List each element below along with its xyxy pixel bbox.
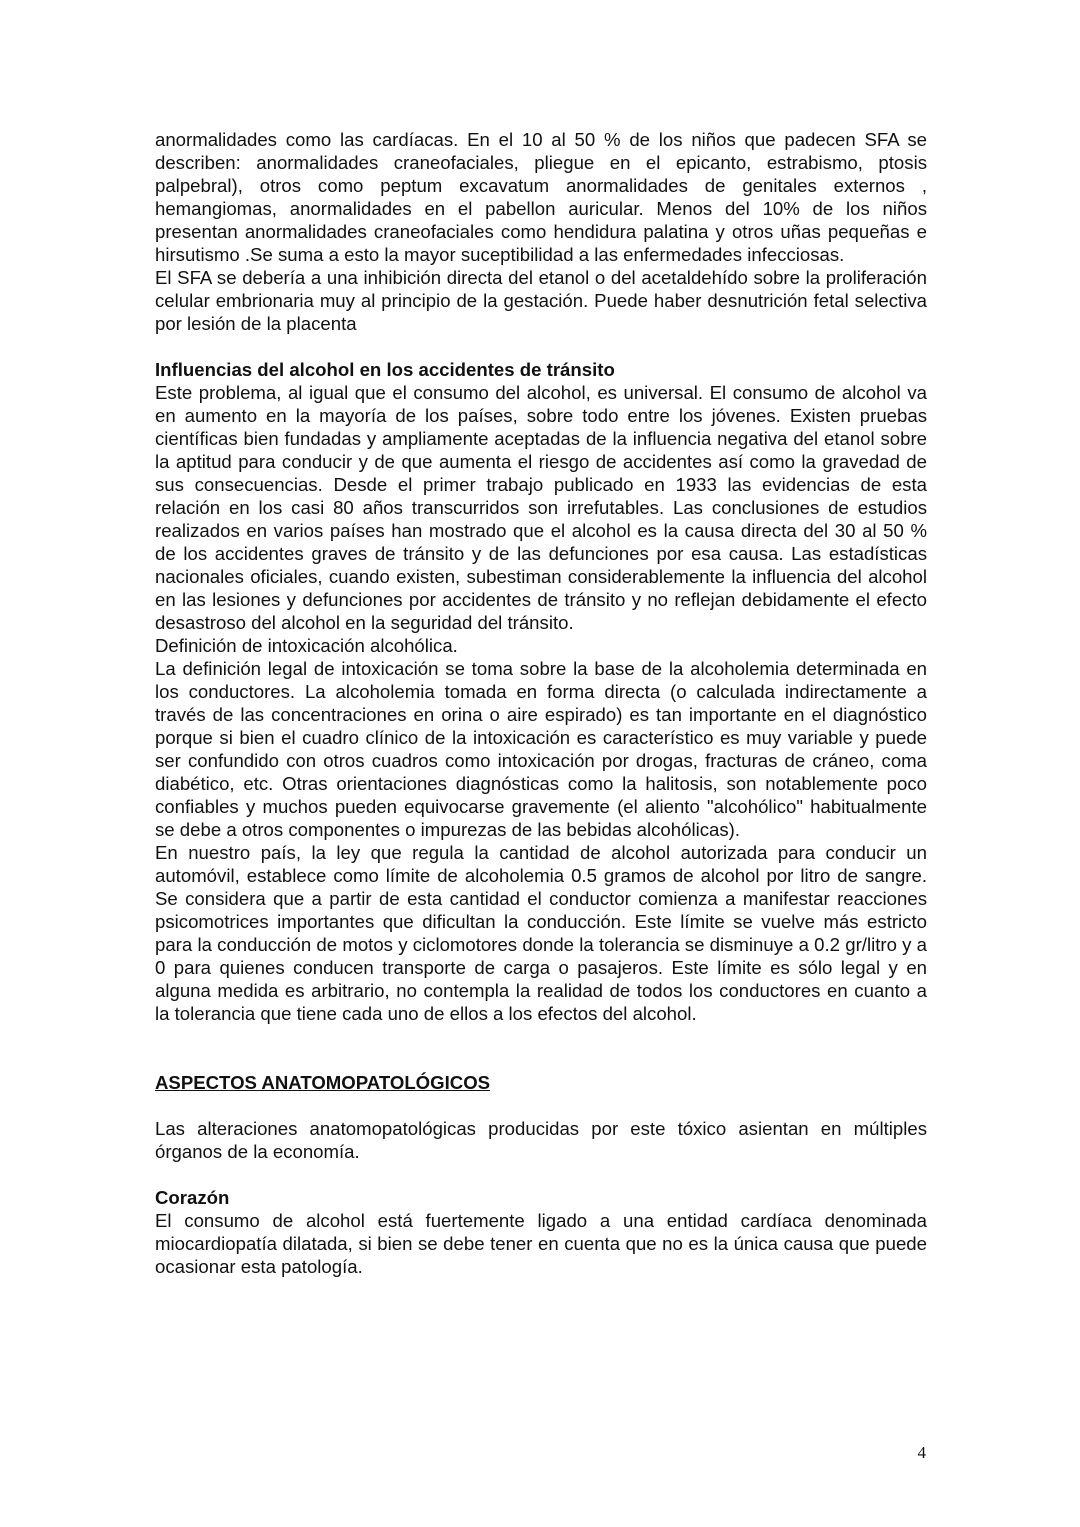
spacer [155, 335, 927, 358]
paragraph-sfa-cause: El SFA se debería a una inhibición directa del etanol o del acetaldehído sobre la proliferación celular embrionaria muy al principio de la gestación. Puede haber desnutrición fetal selectiva por lesión de la placenta [155, 267, 927, 334]
paragraph-heart: El consumo de alcohol está fuertemente ligado a una entidad cardíaca denominada miocardiopatía dilatada, si bien se debe tener en cuenta que no es la única causa que puede ocasionar esta patología. [155, 1210, 927, 1277]
paragraph-transit-problem: Este problema, al igual que el consumo del alcohol, es universal. El consumo de alcohol va en aumento en la mayoría de los países, sobre todo entre los jóvenes. Existen pruebas científicas bien fundadas y ampliamente aceptadas de la influencia negativa del etanol sobre la aptitud para conducir y de que aumenta el riesgo de accidentes así como la gravedad de sus consecuencias. Desde el primer trabajo publicado en 1933 las evidencias de esta relación en los casi 80 años transcurridos son irrefutables. Las conclusiones de estudios realizados en varios países han mostrado que el alcohol es la causa directa del 30 al 50 % de los accidentes graves de tránsito y de las defunciones por esa causa. Las estadísticas nacionales oficiales, cuando existen, subestiman considerablemente la influencia del alcohol en las lesiones y defunciones por accidentes de tránsito y no reflejan debidamente el efecto desastroso del alcohol en la seguridad del tránsito. [155, 382, 927, 633]
spacer [155, 1025, 927, 1071]
heading-transit-accidents: Influencias del alcohol en los accidentes de tránsito [155, 359, 615, 380]
paragraph-legal-definition: La definición legal de intoxicación se toma sobre la base de la alcoholemia determinada en los conductores. La alcoholemia tomada en forma directa (o calculada indirectamente a través de las concentraciones en orina o aire espirado) es tan importante en el diagnóstico porque si bien el cuadro clínico de la intoxicación es característico es muy variable y puede ser confundido con otros cuadros como intoxicación por drogas, fracturas de cráneo, coma diabético, etc. Otras orientaciones diagnósticas como la halitosis, son notablemente poco confiables y muchos pueden equivocarse gravemente (el aliento "alcohólico" habitualmente se debe a otros componentes o impurezas de las bebidas alcohólicas). [155, 658, 927, 840]
paragraph-anatomo-intro: Las alteraciones anatomopatológicas producidas por este tóxico asientan en múltiples órganos de la economía. [155, 1118, 927, 1162]
page-body [155, 128, 927, 1278]
spacer [155, 1094, 927, 1117]
paragraph-national-law: En nuestro país, la ley que regula la cantidad de alcohol autorizada para conducir un automóvil, establece como límite de alcoholemia 0.5 gramos de alcohol por litro de sangre. Se considera que a partir de esta cantidad el conductor comienza a manifestar reacciones psicomotrices importantes que dificultan la conducción. Este límite se vuelve más estricto para la conducción de motos y ciclomotores donde la tolerancia se disminuye a 0.2 gr/litro y a 0 para quienes conducen transporte de carga o pasajeros. Este límite es sólo legal y en alguna medida es arbitrario, no contempla la realidad de todos los conductores en cuanto a la tolerancia que tiene cada uno de ellos a los efectos del alcohol. [155, 842, 927, 1024]
paragraph-intoxication-definition-title: Definición de intoxicación alcohólica. [155, 635, 458, 656]
heading-anatomopathology: ASPECTOS ANATOMOPATOLÓGICOS [155, 1072, 491, 1093]
page-number: 4 [917, 1443, 926, 1462]
heading-heart: Corazón [155, 1187, 230, 1208]
spacer [155, 1163, 927, 1186]
paragraph-sfa-anomalies: anormalidades como las cardíacas. En el 10 al 50 % de los niños que padecen SFA se describen: anormalidades craneofaciales, pliegue en el epicanto, estrabismo, ptosis palpebral), otros como peptum excavatum anormalidades de genitales externos , hemangiomas, anormalidades en el pabellon auricular. Menos del 10% de los niños presentan anormalidades craneofaciales como hendidura palatina y otros uñas pequeñas e hirsutismo .Se suma a esto la mayor suceptibilidad a las enfermedades infecciosas. [155, 129, 927, 265]
